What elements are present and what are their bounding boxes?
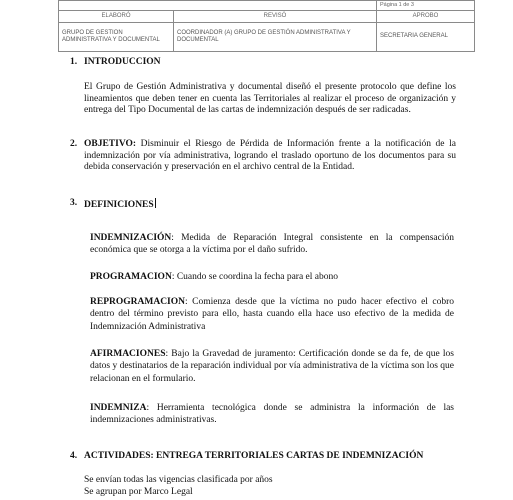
definition-term: REPROGRAMACION <box>90 297 185 307</box>
activity-line: Se agrupan por Marco Legal <box>84 487 193 497</box>
definition-separator: : <box>185 297 193 307</box>
section-1-title: INTRODUCCION <box>84 57 161 67</box>
header-value-elaboro: GRUPO DE GESTION ADMINISTRATIVA Y DOCUMENTAL <box>59 22 174 51</box>
page-number: Página 1 de 3 <box>377 1 475 11</box>
section-2-number: 2. <box>70 139 78 149</box>
definition-indemnizacion <box>90 232 454 257</box>
section-2-body: Disminuir el Riesgo de Pérdida de Información frente a la notificación de la indemnización por vía administrativa, logrando el traslado oportuno de los documentos para su debida conservación y preservación en el archivo central de la Entidad. <box>84 139 456 173</box>
definition-separator: : <box>165 349 172 359</box>
definition-text: Cuando se coordina la fecha para el abono <box>176 272 338 282</box>
section-2-paragraph <box>84 139 456 174</box>
activity-line: Se envían todas las vigencias clasificada por años <box>84 475 273 485</box>
definition-text: Comienza desde que la víctima no pudo hacer efectivo el cobro dentro del término previsto para ello, hasta cuando ella hace uso efectivo de la medida de Indemnización Administrativa <box>90 297 455 332</box>
definition-term: INDEMNIZACIÓN <box>90 233 172 243</box>
section-3-title-text: DEFINICIONES <box>84 200 154 210</box>
header-value-aprobo: SECRETARIA GENERAL <box>377 22 475 51</box>
header-label-aprobo: APROBO <box>377 10 475 22</box>
header-label-reviso: REVISÓ <box>174 10 377 22</box>
header-blank-cell <box>59 1 377 11</box>
definition-separator: : <box>171 272 177 282</box>
header-value-reviso: COORDINADOR (A) GRUPO DE GESTIÓN ADMINISTRATIVA Y DOCUMENTAL <box>174 22 377 51</box>
definition-term: INDEMNIZA <box>90 403 147 413</box>
section-2-title: OBJETIVO: <box>84 139 137 149</box>
section-4-title: ACTIVIDADES: ENTREGA TERRITORIALES CARTAS DE INDEMNIZACIÓN <box>84 451 424 461</box>
definition-text: Herramienta tecnológica donde se administra la información de las indemnizaciones administrativas. <box>90 403 454 426</box>
text-cursor <box>155 198 156 208</box>
section-1-body: El Grupo de Gestión Administrativa y documental diseñó el presente protocolo que define los lineamientos que deben tener en cuenta las Territoriales al realizar el proceso de organización y entrega del Tipo Documental de las cartas de indemnización después de ser radicadas. <box>84 82 456 116</box>
definition-programacion <box>90 271 454 283</box>
section-3-title[interactable] <box>84 198 156 210</box>
definition-reprogramacion <box>90 296 454 333</box>
document-header-table <box>58 0 475 52</box>
definition-afirmaciones <box>90 348 454 385</box>
section-3-number: 3. <box>70 198 78 208</box>
definition-text: Medida de Reparación Integral consistente en la compensación económica que se otorga a la víctima por el daño sufrido. <box>90 233 454 256</box>
section-4-number: 4. <box>70 451 78 461</box>
definition-separator: : <box>171 233 182 243</box>
definition-term: AFIRMACIONES <box>90 349 166 359</box>
section-1-number: 1. <box>70 57 78 67</box>
header-label-elaboro: ELABORÓ <box>59 10 174 22</box>
definition-text: Bajo la Gravedad de juramento: Certificación donde se da fe, de que los datos y destinatarios de la reparación individual por vía administrativa de la víctima son los que relacionan en el formulario. <box>90 349 454 384</box>
definition-indemniza <box>90 402 454 427</box>
definition-separator: : <box>146 403 157 413</box>
definition-term: PROGRAMACION <box>90 272 172 282</box>
